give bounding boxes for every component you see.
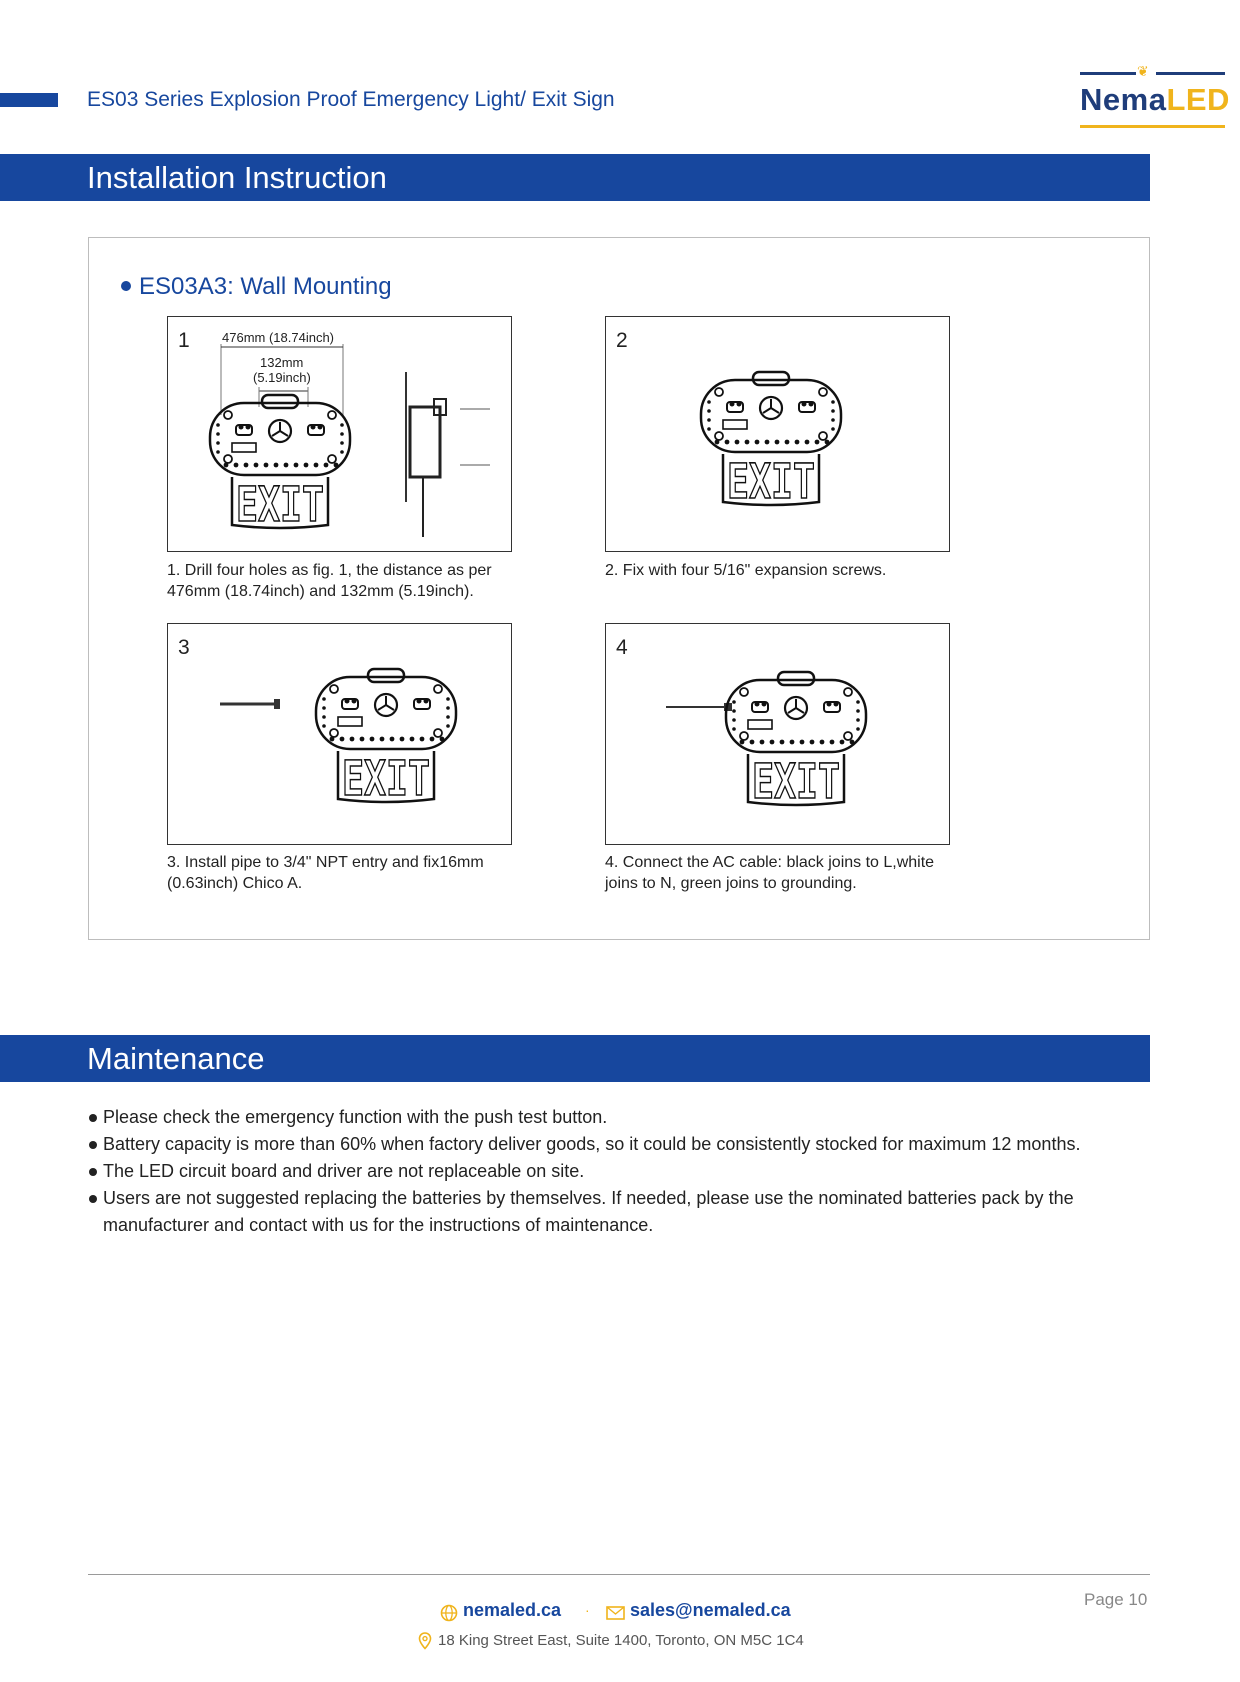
installation-subtitle: ES03A3: Wall Mounting (121, 273, 392, 301)
step-4-drawing (606, 624, 951, 846)
figure-step-3 (167, 623, 512, 845)
exit-sign-text: EXIT (342, 751, 430, 807)
exit-sign-fixture-drawing (210, 395, 350, 533)
mail-icon (606, 1606, 625, 1620)
email-link[interactable]: sales@nemaled.ca (630, 1600, 791, 1620)
step-3-drawing (168, 624, 513, 846)
step-2-caption: 2. Fix with four 5/16" expansion screws. (605, 562, 887, 579)
maple-leaf-icon: ❦ (1137, 63, 1149, 79)
installation-section-title: Installation Instruction (0, 154, 1150, 201)
document-title: ES03 Series Explosion Proof Emergency Light/ Exit Sign (87, 88, 615, 111)
maintenance-list (87, 1104, 1167, 1239)
step-3-number: 3 (178, 636, 190, 659)
maintenance-item: Users are not suggested replacing the batteries by themselves. If needed, please use the nominated batteries pack by the manufacturer and contact with us for the instructions of maintenance. (87, 1185, 1167, 1239)
figure-step-2 (605, 316, 950, 552)
step-4-caption: 4. Connect the AC cable: black joins to L,white joins to N, green joins to grounding. (605, 854, 935, 892)
company-address: 18 King Street East, Suite 1400, Toronto, ON M5C 1C4 (438, 1632, 804, 1649)
step-2-drawing (606, 317, 951, 553)
step-2-number: 2 (616, 329, 628, 352)
exit-sign-text: EXIT (752, 754, 840, 810)
step-1-drawing (168, 317, 513, 553)
maintenance-item: The LED circuit board and driver are not replaceable on site. (87, 1158, 1167, 1185)
contact-separator: · (585, 1602, 590, 1618)
dim-inner-inch-label: (5.19inch) (253, 370, 311, 385)
figure-step-4 (605, 623, 950, 845)
step-3-caption: 3. Install pipe to 3/4" NPT entry and fix16mm (0.63inch) Chico A. (167, 854, 484, 892)
header-accent-bar (0, 93, 58, 107)
exit-sign-text: EXIT (236, 477, 324, 533)
globe-icon (440, 1604, 458, 1622)
maintenance-item: Battery capacity is more than 60% when factory deliver goods, so it could be consistently stocked for maximum 12 months. (87, 1131, 1167, 1158)
exit-sign-text: EXIT (727, 454, 815, 510)
dim-width-label: 476mm (18.74inch) (222, 330, 334, 345)
step-1-number: 1 (178, 329, 190, 352)
dim-inner-mm-label: 132mm (260, 355, 304, 370)
step-1-caption: 1. Drill four holes as fig. 1, the distance as per 476mm (18.74inch) and 132mm (5.19inch). (167, 562, 492, 600)
company-logo: ❦ NemaLED (1070, 60, 1230, 132)
website-link[interactable]: nemaled.ca (463, 1600, 562, 1620)
footer-divider (88, 1574, 1150, 1575)
page-number: Page 10 (1084, 1590, 1148, 1609)
maintenance-item: Please check the emergency function with the push test button. (87, 1104, 1167, 1131)
figure-step-1 (167, 316, 512, 552)
exit-sign-fixture-drawing (316, 669, 456, 807)
step-4-number: 4 (616, 636, 628, 659)
exit-sign-fixture-drawing (726, 672, 866, 810)
exit-sign-fixture-drawing (701, 372, 841, 510)
maintenance-section-title: Maintenance (0, 1035, 1150, 1082)
location-pin-icon (418, 1632, 432, 1650)
